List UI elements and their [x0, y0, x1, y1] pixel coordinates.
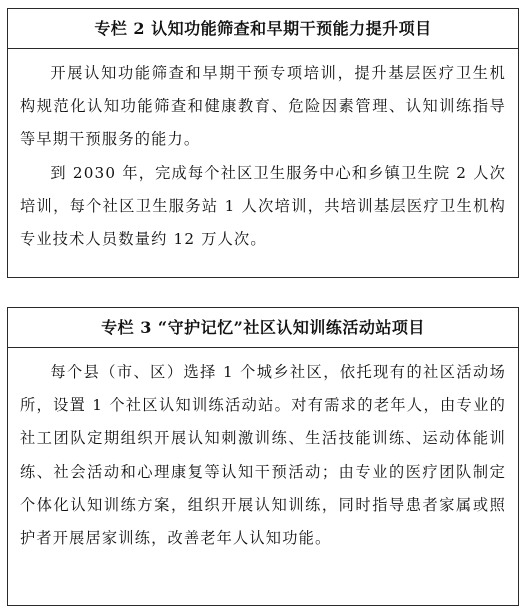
column-box-2-paragraph-2: 到 2030 年，完成每个社区卫生服务中心和乡镇卫生院 2 人次培训，每个社区卫生服务站 1 人次培训，共培训基层医疗卫生机构专业技术人员数量约 12 万人次。: [20, 163, 506, 249]
column-box-3-title: 专栏 3 “守护记忆”社区认知训练活动站项目: [8, 308, 518, 348]
column-box-3-body: [8, 348, 518, 555]
column-box-2-paragraph-1: 开展认知功能筛查和早期干预专项培训，提升基层医疗卫生机构规范化认知功能筛查和健康教育、危险因素管理、认知训练指导等早期干预服务的能力。: [20, 64, 506, 149]
column-box-3-paragraph-1: 每个县（市、区）选择 1 个城乡社区，依托现有的社区活动场所，设置 1 个社区认知训练活动站。对有需求的老年人，由专业的社工团队定期组织开展认知刺激训练、生活技能训练、运动体能训练、社会活动和心理康复等认知干预活动；由专业的医疗团队制定个体化认知训练方案，组织开展认知训练，同时指导患者家属或照护者开展居家训练，改善老年人认知功能。: [20, 363, 506, 548]
column-box-2: [7, 8, 519, 278]
column-box-3: [7, 307, 519, 606]
column-box-2-body: [8, 49, 518, 256]
column-box-2-title: 专栏 2 认知功能筛查和早期干预能力提升项目: [8, 9, 518, 49]
